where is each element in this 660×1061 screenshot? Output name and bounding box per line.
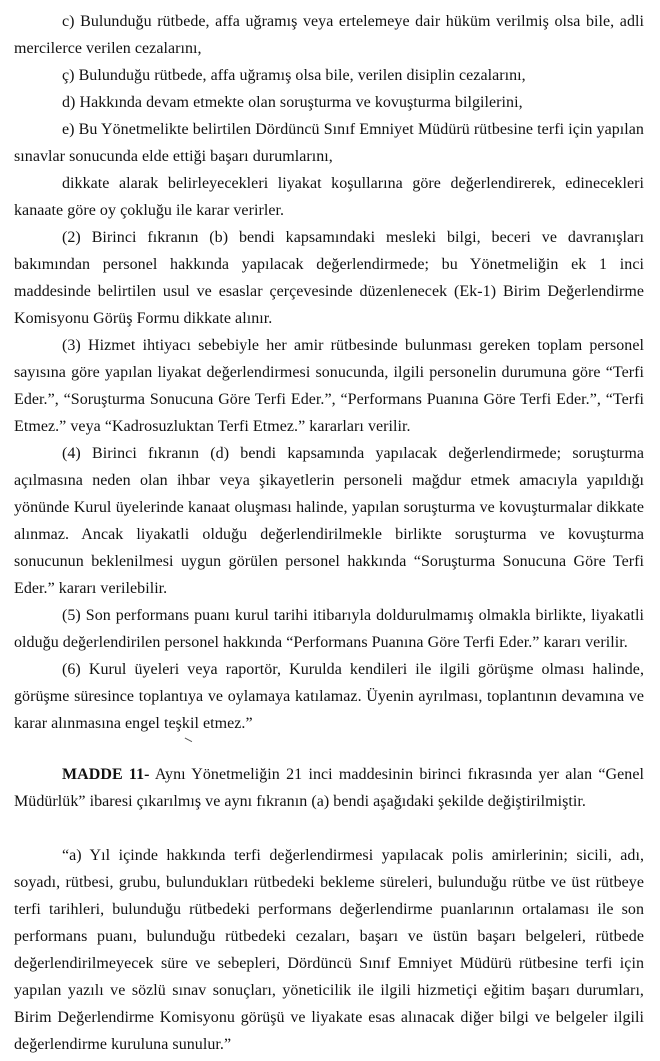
spacer: [14, 737, 644, 761]
paragraph-3: (3) Hizmet ihtiyacı sebebiyle her amir rütbesinde bulunması gereken toplam personel sayısına göre yapılan liyakat değerlendirmesi sonucunda, ilgili personelin durumuna göre “Terfi Eder.”, “Soruşturma Sonucuna Göre Terfi Eder.”, “Performans Puanına Göre Terfi Eder.”, “Terfi Etmez.” veya “Kadrosuzluktan Terfi Etmez.” kararları verilir.: [14, 337, 644, 435]
paragraph-5: (5) Son performans puanı kurul tarihi itibarıyla doldurulmamış olmakla birlikte, liyakatli olduğu değerlendirilen personel hakkında “Performans Puanına Göre Terfi Eder.” kararı verilir.: [14, 607, 644, 651]
paragraph-d: d) Hakkında devam etmekte olan soruşturma ve kovuşturma bilgilerini,: [62, 94, 523, 111]
amended-clause-quote: “a) Yıl içinde hakkında terfi değerlendirmesi yapılacak polis amirlerinin; sicili, adı, soyadı, rütbesi, grubu, bulundukları rütbedeki bekleme süreleri, bulunduğu rütbe ve üst rütbeye terfi tarihleri, bulunduğu rütbedeki performans değerlendirme puanlarının ortalaması ile son performans puanı, bulunduğu rütbedeki cezaları, başarı ve üstün başarı belgeleri, rütbede değerlendirilmeyecek süre ve sebepleri, Dördüncü Sınıf Emniyet Müdürü rütbesine terfi için yapılan yazılı ve sözlü sınav sonuçları, yöneticilik ile ilgili hizmetiçi eğitim başarı durumları, Birim Değerlendirme Komisyonu görüşü ve liyakate esas alınacak diğer bilgi ve belgeler ilgili değerlendirme kuruluna sunulur.”: [14, 847, 644, 1053]
paragraph-2: (2) Birinci fıkranın (b) bendi kapsamındaki mesleki bilgi, beceri ve davranışları bakımından personel hakkında yapılacak değerlendirmede; bu Yönetmeliğin ek 1 inci maddesinde belirtilen usul ve esaslar çerçevesinde düzenlenecek (Ek-1) Birim Değerlendirme Komisyonu Görüş Formu dikkate alınır.: [14, 229, 644, 327]
paragraph-6: (6) Kurul üyeleri veya raportör, Kurulda kendileri ile ilgili görüşme olması halinde, görüşme süresince toplantıya ve oylamaya katılamaz. Üyenin ayrılması, toplantının devamına ve karar alınmasına engel teşkil etmez.”: [14, 661, 644, 732]
article-text: Aynı Yönetmeliğin 21 inci maddesinin birinci fıkrasında yer alan “Genel Müdürlük” ibaresi çıkarılmış ve aynı fıkranın (a) bendi aşağıdaki şekilde değiştirilmiştir.: [14, 766, 644, 810]
paragraph-e: e) Bu Yönetmelikte belirtilen Dördüncü Sınıf Emniyet Müdürü rütbesine terfi için yapılan sınavlar sonucunda elde ettiği başarı durumlarını,: [14, 121, 644, 165]
paragraph-conclusion: dikkate alarak belirleyecekleri liyakat koşullarına göre değerlendirerek, edinecekleri kanaate göre oy çokluğu ile karar verirler.: [14, 175, 644, 219]
article-11-paragraph: [14, 761, 644, 815]
paragraph-4: (4) Birinci fıkranın (d) bendi kapsamında yapılacak değerlendirmede; soruşturma açılmasına neden olan ihbar veya şikayetlerin personeli mağdur etmek amacıyla yapıldığı yönünde Kurul üyelerinde kanaat oluşması halinde, yapılan soruşturma ve kovuşturmalar dikkate alınmaz. Ancak liyakatli olduğu değerlendirilmekle birlikte soruşturma ve kovuşturma sonucunun beklenilmesi uygun görülen personel hakkında “Soruşturma Sonucuna Göre Terfi Eder.” kararı verilebilir.: [14, 445, 644, 597]
spacer: [14, 815, 644, 842]
paragraph-c: c) Bulunduğu rütbede, affa uğramış veya ertelemeye dair hüküm verilmiş olsa bile, adli mercilerce verilen cezalarını,: [14, 13, 644, 57]
article-heading: MADDE 11-: [62, 766, 150, 783]
paragraph-cc: ç) Bulunduğu rütbede, affa uğramış olsa bile, verilen disiplin cezalarını,: [62, 67, 526, 84]
